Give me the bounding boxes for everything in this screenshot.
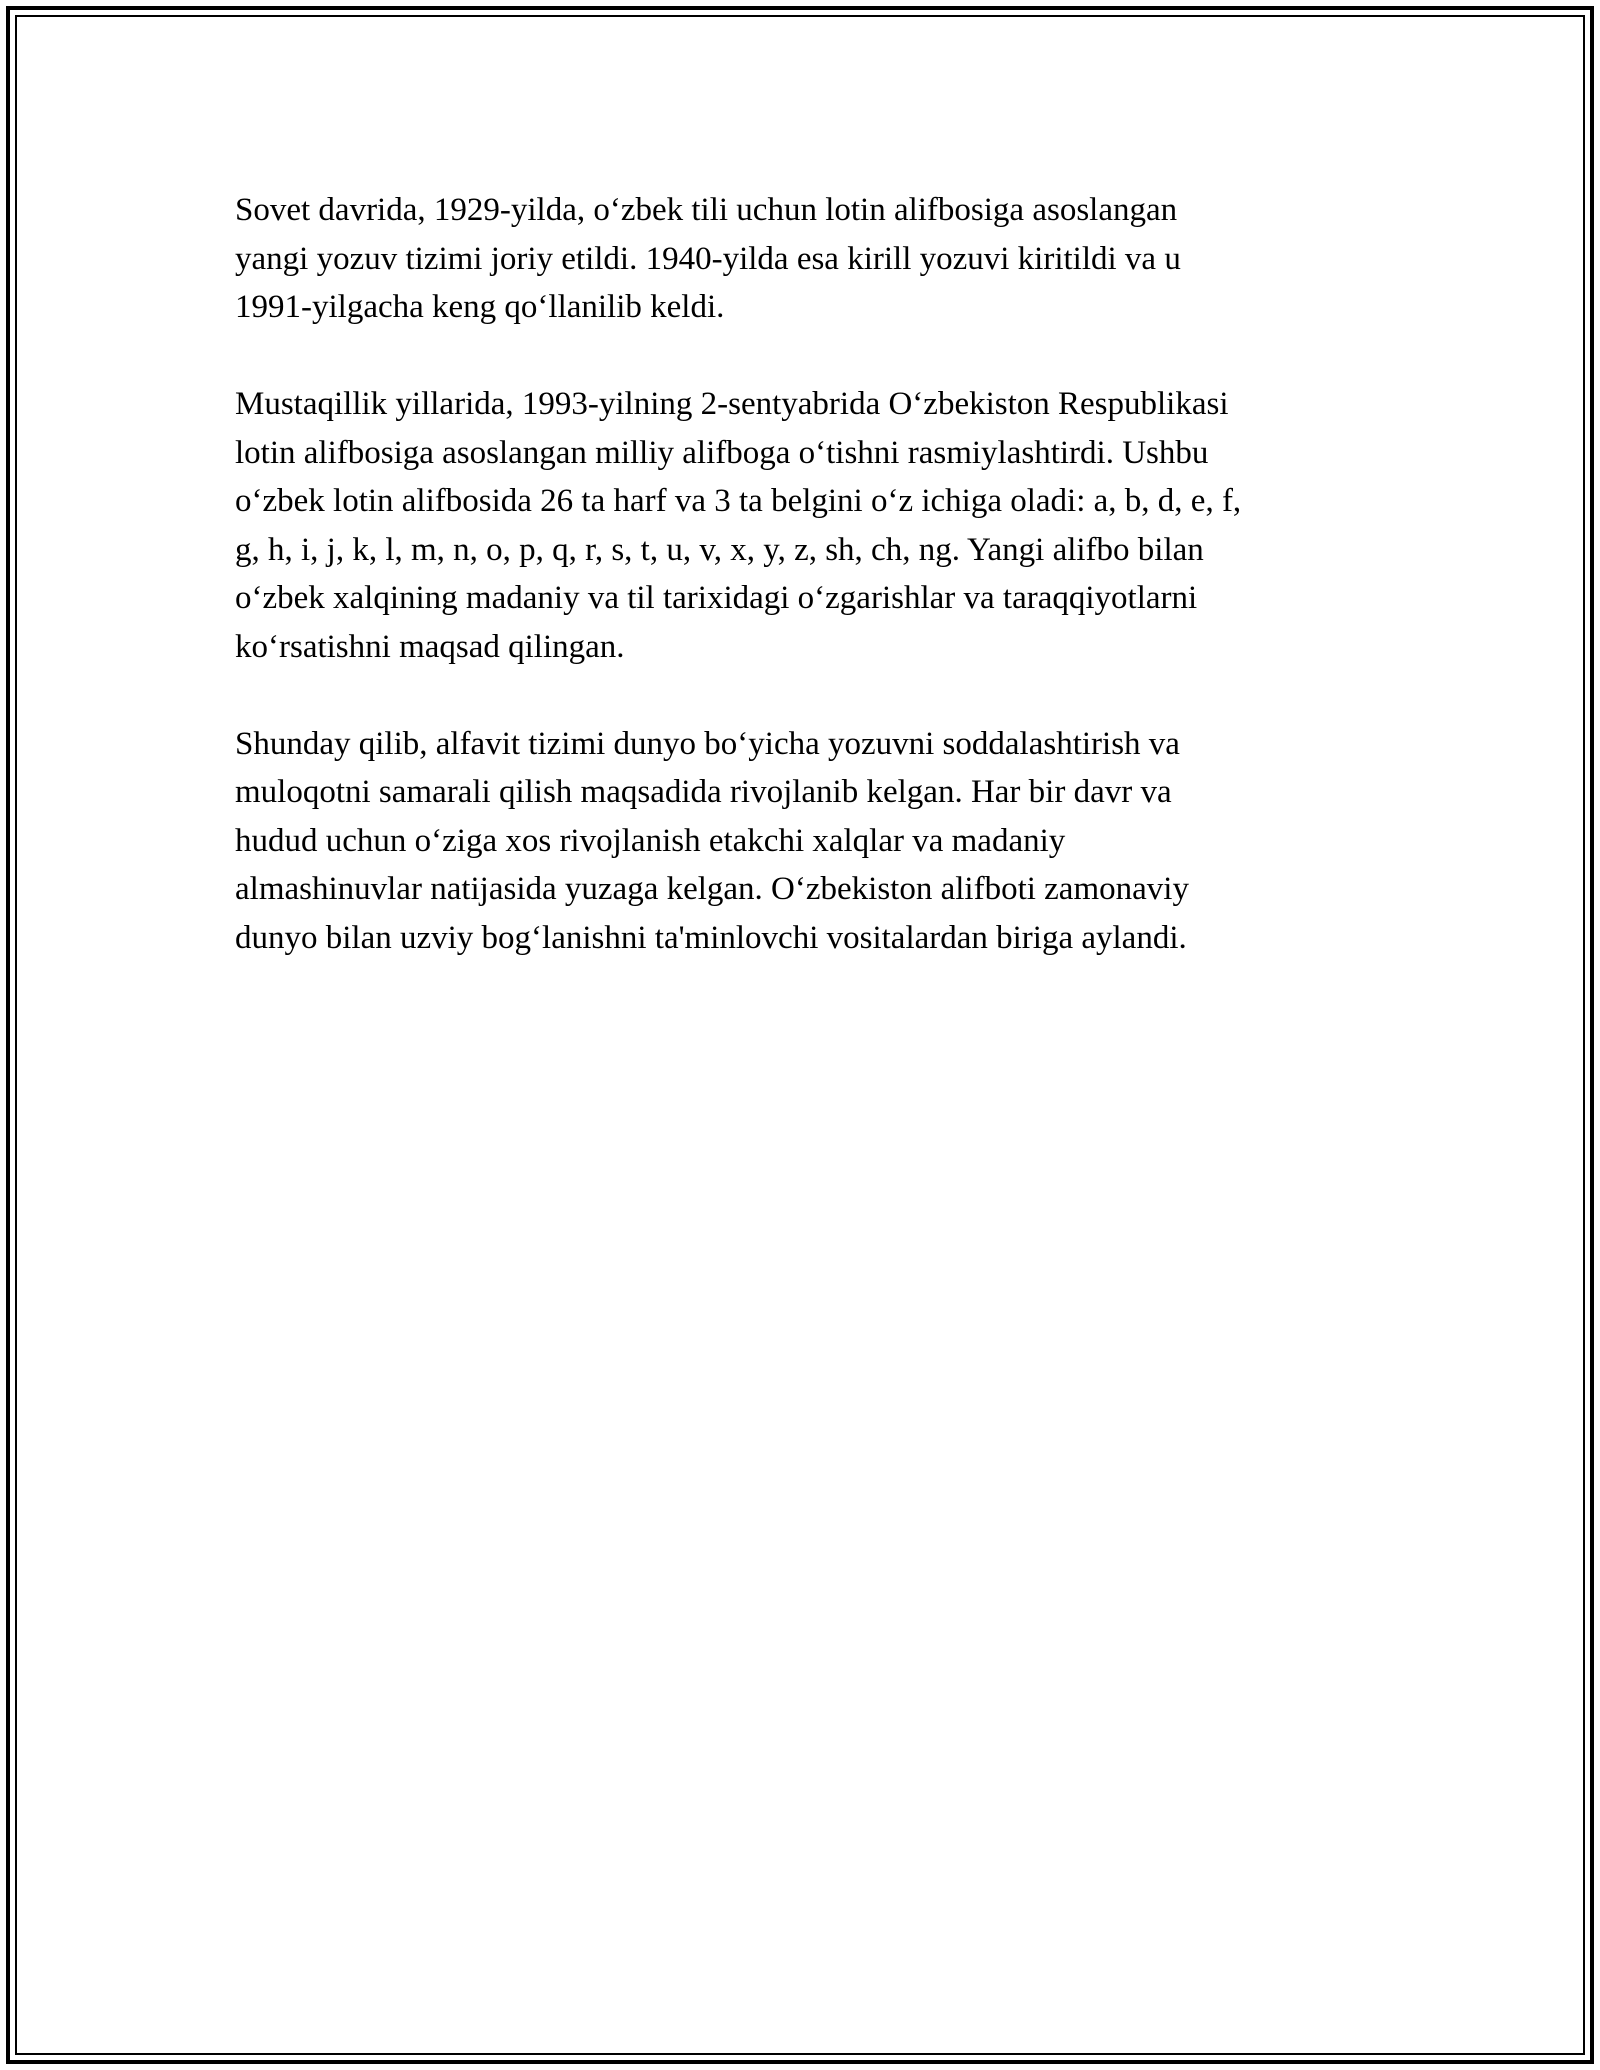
document-body <box>235 186 1375 1011</box>
paragraph-independence-era: Mustaqillik yillarida, 1993-yilning 2-sentyabrida O‘zbekiston Respublikasi lotin alifbosiga asoslangan milliy alifboga o‘tishni rasmiylashtirdi. Ushbu o‘zbek lotin alifbosida 26 ta harf va 3 ta belgini o‘z ichiga oladi: a, b, d, e, f, g, h, i, j, k, l, m, n, o, p, q, r, s, t, u, v, x, y, z, sh, ch, ng. Yangi alifbo bilan o‘zbek xalqining madaniy va til tarixidagi o‘zgarishlar va taraqqiyotlarni ko‘rsatishni maqsad qilingan. <box>235 386 1242 665</box>
paragraph-soviet-era: Sovet davrida, 1929-yilda, o‘zbek tili uchun lotin alifbosiga asoslangan yangi yozuv tizimi joriy etildi. 1940-yilda esa kirill yozuvi kiritildi va u 1991-yilgacha keng qo‘llanilib keldi. <box>235 192 1181 325</box>
paragraph-conclusion: Shunday qilib, alfavit tizimi dunyo bo‘yicha yozuvni soddalashtirish va muloqotni samarali qilish maqsadida rivojlanib kelgan. Har bir davr va hudud uchun o‘ziga xos rivojlanish etakchi xalqlar va madaniy almashinuvlar natijasida yuzaga kelgan. O‘zbekiston alifboti zamonaviy dunyo bilan uzviy bog‘lanishni ta'minlovchi vositalardan biriga aylandi. <box>235 725 1189 956</box>
